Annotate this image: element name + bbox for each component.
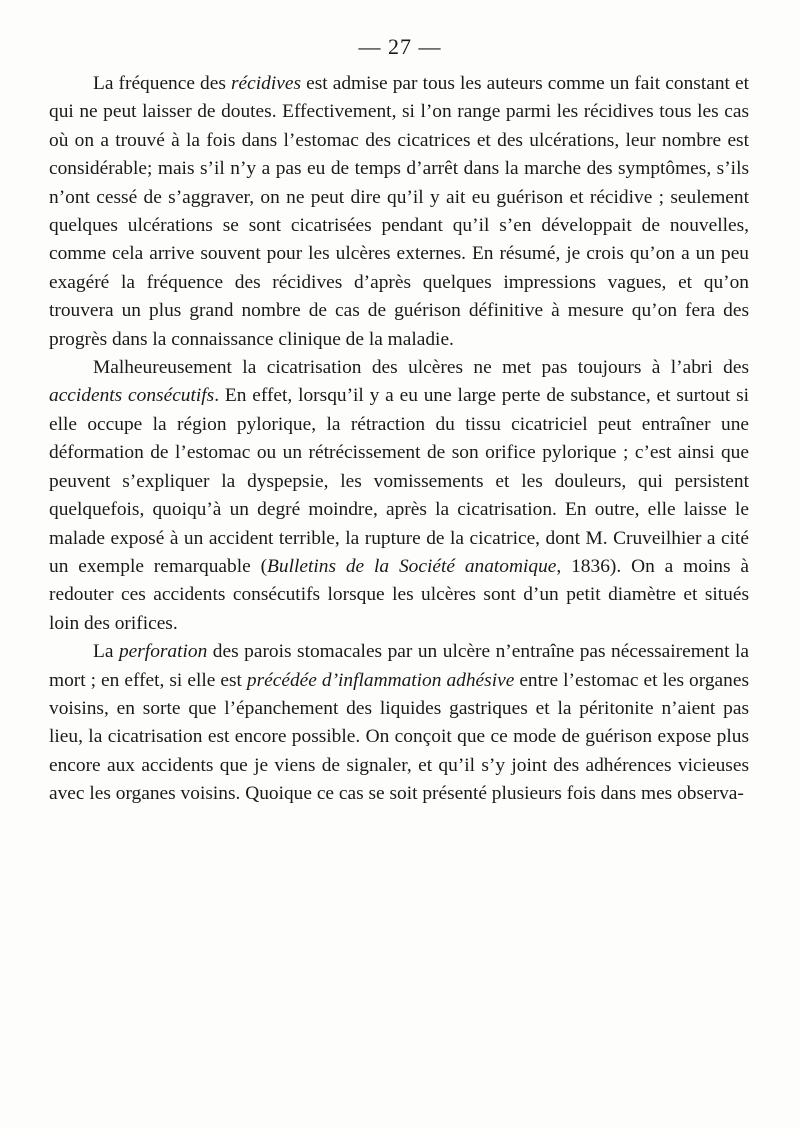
paragraph-recidives xyxy=(49,70,749,354)
text-run: Malheureusement la cicatrisation des ulcères ne met pas toujours à l’abri des xyxy=(93,357,749,379)
italic-phrase: précédée d’inflammation adhésive xyxy=(246,669,515,691)
italic-phrase: accidents consécutifs xyxy=(49,385,215,407)
text-run: , 1836). On a moins à redouter ces accidents consécutifs lorsque les ulcères sont d’un petit diamètre et situés loin des orifices. xyxy=(49,555,749,634)
text-run: est admise par tous les auteurs comme un fait constant et qui ne peut laisser de doutes. Effectivement, si l’on range parmi les récidives tous les cas où on a trouvé à la fois dans l’estomac des cicatrices et des ulcérations, leur nombre est considérable; mais s’il n’y a pas eu de temps d’arrêt dans la marche des symptômes, s’ils n’ont cessé de s’aggraver, on ne peut dire qu’il y ait eu guérison et récidive ; seulement quelques ulcérations se sont cicatrisées pendant qu’il s’en développait de nouvelles, comme cela arrive souvent pour les ulcères externes. En résumé, je crois qu’on a un peu exagéré la fréquence des récidives d’après quelques impressions vagues, et qu’on trouvera un plus grand nombre de cas de guérison définitive à mesure qu’on fera des progrès dans la connaissance clinique de la maladie. xyxy=(49,73,749,350)
text-run: . En effet, lorsqu’il y a eu une large perte de substance, et surtout si elle occupe la région pylorique, la rétraction du tissu cicatriciel peut entraîner une déformation de l’estomac ou un rétrécissement de son orifice pylorique ; c’est ainsi que peuvent s’expliquer la dyspepsie, les vomissements et les douleurs, qui persistent quelquefois, quoiqu’à un degré moindre, après la cicatrisation. En outre, elle laisse le malade exposé à un accident terrible, la rupture de la cicatrice, dont M. Cruveilhier a cité un exemple remarquable ( xyxy=(49,385,749,577)
text-run: La xyxy=(93,641,119,663)
paragraph-accidents-consecutifs xyxy=(49,354,749,638)
text-run: La fréquence des xyxy=(93,73,231,94)
italic-phrase: récidives xyxy=(231,73,301,94)
italic-phrase: perforation xyxy=(118,641,208,663)
text-run: entre l’estomac et les organes voisins, en sorte que l’épanchement des liquides gastriques et la péritonite n’aient pas lieu, la cicatrisation est encore possible. On conçoit que ce mode de guérison expose plus encore aux accidents que je viens de signaler, et qu’il s’y joint des adhérences vicieuses avec les organes voisins. Quoique ce cas se soit présenté plusieurs fois dans mes observa- xyxy=(49,669,750,805)
paragraph-perforation xyxy=(49,638,749,808)
page-number: — 27 — xyxy=(358,34,442,59)
body-text xyxy=(49,70,749,809)
text-run: des parois stomacales par un ulcère n’entraîne pas nécessairement la mort ; en effet, si elle est xyxy=(49,641,749,691)
italic-phrase: Bulletins de la Société anatomique xyxy=(267,555,557,577)
